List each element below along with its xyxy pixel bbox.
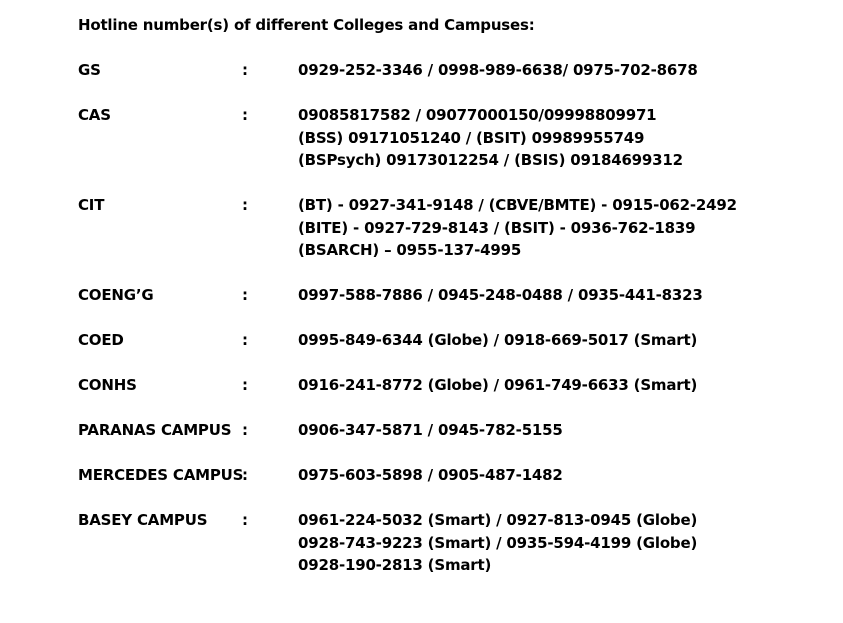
- college-name: CONHS: [78, 376, 137, 394]
- phone-number-line: (BSARCH) – 0955-137-4995: [298, 241, 522, 259]
- college-name: COED: [78, 331, 124, 349]
- phone-number-line: 0961-224-5032 (Smart) / 0927-813-0945 (Globe): [298, 511, 698, 529]
- phone-number-line: 0928-190-2813 (Smart): [298, 556, 492, 574]
- hotline-entry: [78, 194, 818, 262]
- separator-colon: :: [242, 106, 248, 124]
- college-name: CIT: [78, 196, 105, 214]
- phone-number-line: 0975-603-5898 / 0905-487-1482: [298, 466, 563, 484]
- separator-colon: :: [242, 196, 248, 214]
- hotline-document: [78, 14, 818, 599]
- hotline-entry: [78, 284, 818, 307]
- phone-numbers: [298, 419, 818, 442]
- college-name: MERCEDES CAMPUS: [78, 466, 244, 484]
- phone-numbers: [298, 59, 818, 82]
- college-name: BASEY CAMPUS: [78, 511, 208, 529]
- hotline-entry: [78, 419, 818, 442]
- phone-numbers: [298, 329, 818, 352]
- separator-colon: :: [242, 61, 248, 79]
- phone-number-line: (BSPsych) 09173012254 / (BSIS) 09184699312: [298, 151, 683, 169]
- separator-colon: :: [242, 511, 248, 529]
- phone-number-line: 0906-347-5871 / 0945-782-5155: [298, 421, 563, 439]
- hotline-entry: [78, 374, 818, 397]
- hotline-list: [78, 59, 818, 577]
- separator-colon: :: [242, 331, 248, 349]
- college-name: COENG’G: [78, 286, 154, 304]
- college-name: PARANAS CAMPUS: [78, 421, 232, 439]
- hotline-entry: [78, 509, 818, 577]
- separator-colon: :: [242, 421, 248, 439]
- separator-colon: :: [242, 286, 248, 304]
- document-heading: Hotline number(s) of different Colleges and Campuses:: [78, 16, 535, 34]
- phone-number-line: 09085817582 / 09077000150/09998809971: [298, 106, 657, 124]
- phone-number-line: (BSS) 09171051240 / (BSIT) 09989955749: [298, 128, 645, 147]
- hotline-entry: [78, 104, 818, 172]
- hotline-entry: [78, 59, 818, 82]
- phone-numbers: [298, 104, 818, 172]
- separator-colon: :: [242, 376, 248, 394]
- phone-number-line: (BT) - 0927-341-9148 / (CBVE/BMTE) - 0915-062-2492: [298, 196, 737, 214]
- phone-number-line: 0995-849-6344 (Globe) / 0918-669-5017 (Smart): [298, 331, 698, 349]
- phone-number-line: 0929-252-3346 / 0998-989-6638/ 0975-702-8678: [298, 61, 698, 79]
- phone-numbers: [298, 194, 818, 262]
- phone-number-line: (BITE) - 0927-729-8143 / (BSIT) - 0936-762-1839: [298, 218, 696, 237]
- phone-numbers: [298, 509, 818, 577]
- college-name: CAS: [78, 106, 111, 124]
- hotline-entry: [78, 329, 818, 352]
- phone-numbers: [298, 464, 818, 487]
- separator-colon: :: [242, 466, 248, 484]
- phone-numbers: [298, 374, 818, 397]
- college-name: GS: [78, 61, 101, 79]
- phone-numbers: [298, 284, 818, 307]
- hotline-entry: [78, 464, 818, 487]
- phone-number-line: 0928-743-9223 (Smart) / 0935-594-4199 (Globe): [298, 533, 698, 552]
- phone-number-line: 0997-588-7886 / 0945-248-0488 / 0935-441-8323: [298, 286, 703, 304]
- phone-number-line: 0916-241-8772 (Globe) / 0961-749-6633 (Smart): [298, 376, 698, 394]
